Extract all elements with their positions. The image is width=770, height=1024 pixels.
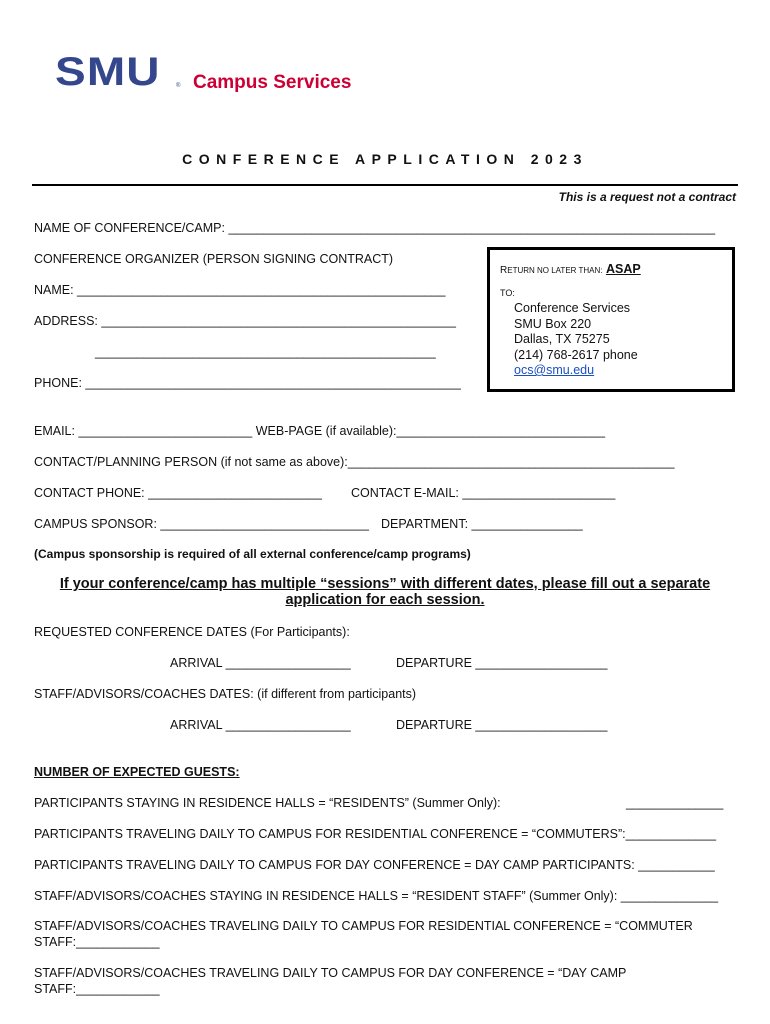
return-deadline [500,262,641,276]
department-field[interactable]: DEPARTMENT: ________________ [381,517,583,531]
staff-arrival-field[interactable]: ARRIVAL __________________ [170,718,351,732]
address-line-3: Dallas, TX 75275 [514,332,610,346]
departure-field[interactable]: DEPARTURE ___________________ [396,656,608,670]
arrival-field[interactable]: ARRIVAL __________________ [170,656,351,670]
contact-email-field[interactable]: CONTACT E-MAIL: ______________________ [351,486,616,500]
address-field[interactable]: ADDRESS: ___________________________________________________ [34,314,456,328]
residents-field[interactable]: ______________ [626,796,724,810]
staff-departure-field[interactable]: DEPARTURE ___________________ [396,718,608,732]
name-of-conference-field[interactable]: NAME OF CONFERENCE/CAMP: ______________________________________________________________________ [34,221,716,235]
campus-sponsor-field[interactable]: CAMPUS SPONSOR: ______________________________ [34,517,369,531]
day-staff-field[interactable]: STAFF:____________ [34,982,160,996]
contact-planning-field[interactable]: CONTACT/PLANNING PERSON (if not same as above):_______________________________________________ [34,455,675,469]
expected-guests-heading: NUMBER OF EXPECTED GUESTS: [34,765,240,779]
contract-note: This is a request not a contract [558,190,736,204]
address-line2-field[interactable]: _________________________________________________ [95,345,436,359]
smu-logo: SMU [55,50,161,94]
return-label: R [500,265,508,276]
sessions-notice-line1: If your conference/camp has multiple “sessions” with different dates, please fill out a separate [59,576,711,592]
campus-services-logo-text: Campus Services [193,72,352,93]
sponsorship-note: (Campus sponsorship is required of all external conference/camp programs) [34,547,471,561]
commuter-staff-field[interactable]: STAFF:____________ [34,935,160,949]
commuters-field[interactable]: PARTICIPANTS TRAVELING DAILY TO CAMPUS FOR RESIDENTIAL CONFERENCE = “COMMUTERS”:_____________ [34,827,717,841]
return-label-rest: ETURN NO LATER THAN: [507,266,603,275]
phone-field[interactable]: PHONE: ______________________________________________________ [34,376,461,390]
requested-dates-label: REQUESTED CONFERENCE DATES (For Participants): [34,625,350,639]
registered-mark: ® [176,83,181,89]
staff-dates-label: STAFF/ADVISORS/COACHES DATES: (if different from participants) [34,687,417,701]
day-camp-field[interactable]: PARTICIPANTS TRAVELING DAILY TO CAMPUS FOR DAY CONFERENCE = DAY CAMP PARTICIPANTS: ___________ [34,858,715,872]
return-info-box [487,247,735,392]
day-staff-label: STAFF/ADVISORS/COACHES TRAVELING DAILY TO CAMPUS FOR DAY CONFERENCE = “DAY CAMP [34,966,627,980]
address-phone: (214) 768-2617 phone [514,348,638,362]
email-webpage-field[interactable]: EMAIL: _________________________ WEB-PAGE (if available):______________________________ [34,424,606,438]
resident-staff-field[interactable]: STAFF/ADVISORS/COACHES STAYING IN RESIDENCE HALLS = “RESIDENT STAFF” (Summer Only): ______________ [34,889,719,903]
name-field[interactable]: NAME: _____________________________________________________ [34,283,446,297]
email-link[interactable]: ocs@smu.edu [514,363,595,377]
page-title: CONFERENCE APPLICATION 2023 [182,151,588,167]
residents-label: PARTICIPANTS STAYING IN RESIDENCE HALLS = “RESIDENTS” (Summer Only): [34,796,501,810]
sessions-notice-line2: application for each session. [285,592,485,608]
to-label: TO: [500,288,515,298]
address-line-2: SMU Box 220 [514,317,592,331]
title-divider [32,184,738,186]
address-line-1: Conference Services [514,301,631,315]
asap-text: ASAP [606,262,641,276]
contact-phone-field[interactable]: CONTACT PHONE: _________________________ [34,486,322,500]
organizer-label: CONFERENCE ORGANIZER (PERSON SIGNING CONTRACT) [34,252,394,266]
commuter-staff-label: STAFF/ADVISORS/COACHES TRAVELING DAILY TO CAMPUS FOR RESIDENTIAL CONFERENCE = “COMMUTER [34,919,693,933]
